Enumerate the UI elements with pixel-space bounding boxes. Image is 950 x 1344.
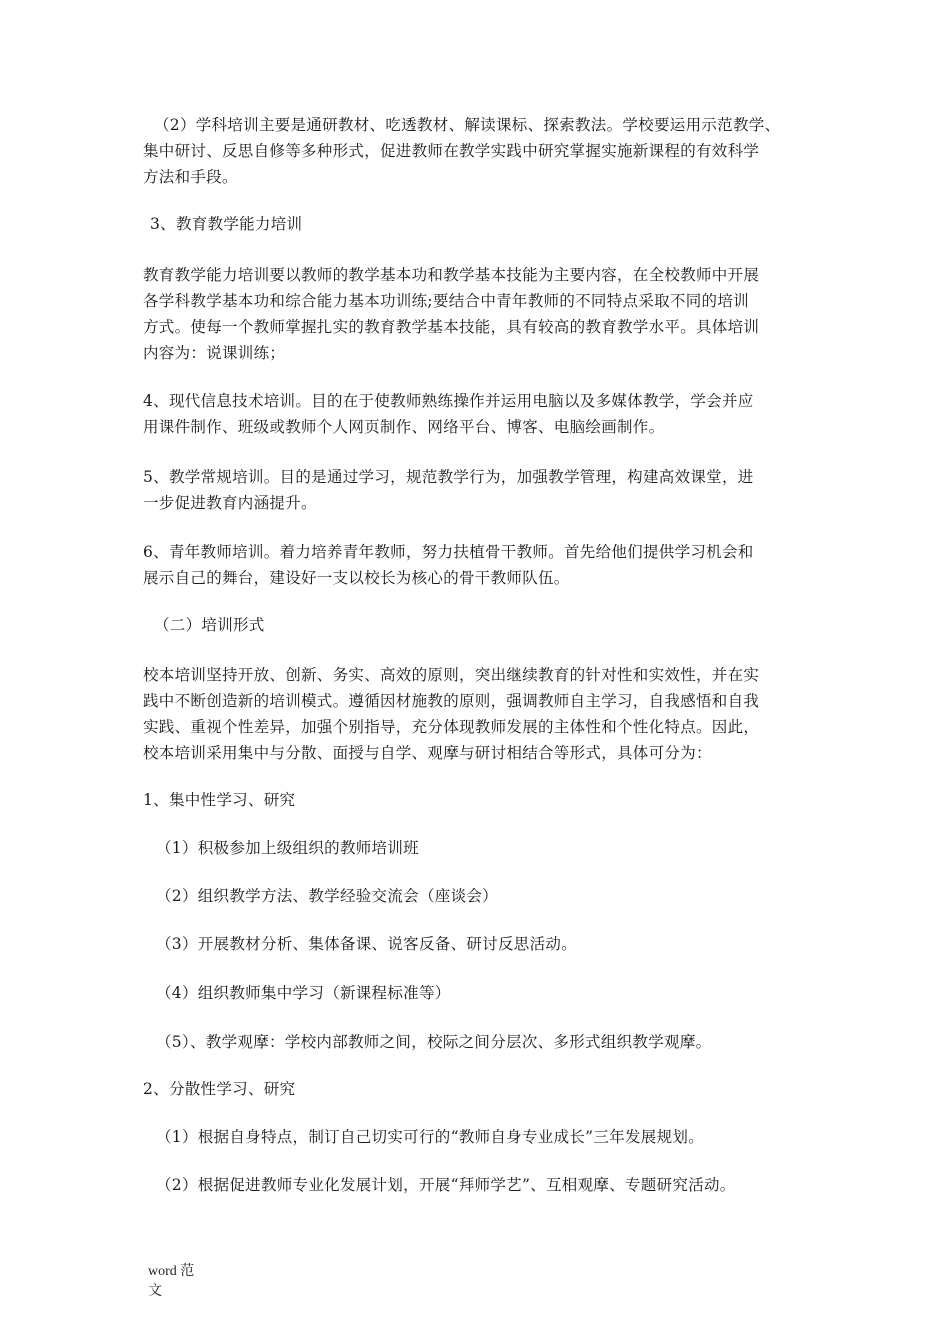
paragraph-line: 一步促进教育内涵提升。 [143,494,317,512]
list-item: （1）根据自身特点，制订自己切实可行的“教师自身专业成长”三年发展规划。 [156,1128,705,1146]
paragraph-line: 方式。使每一个教师掌握扎实的教育教学基本技能，具有较高的教育教学水平。具体培训 [143,318,760,336]
paragraph-line: 实践、重视个性差异，加强个别指导，充分体现教师发展的主体性和个性化特点。因此， [143,718,760,736]
paragraph-line: 5、教学常规培训。目的是通过学习，规范教学行为，加强教学管理，构建高效课堂，进 [143,468,754,486]
list-item: （1）积极参加上级组织的教师培训班 [156,839,419,857]
list-item: （2）组织教学方法、教学经验交流会（座谈会） [156,887,498,905]
page-footer [148,1262,208,1302]
paragraph-line: 校本培训采用集中与分散、面授与自学、观摩与研讨相结合等形式，具体可分为： [143,744,712,762]
paragraph-line: 4、现代信息技术培训。目的在于使教师熟练操作并运用电脑以及多媒体教学，学会并应 [143,392,754,410]
paragraph-line: 内容为：说课训练； [143,344,286,362]
list-item: （3）开展教材分析、集体备课、说客反备、研讨反思活动。 [156,935,577,953]
footer-line: word 范 [148,1264,195,1279]
section-heading: （二）培训形式 [154,616,265,634]
paragraph-line: 用课件制作、班级或教师个人网页制作、网络平台、博客、电脑绘画制作。 [143,418,665,436]
paragraph-line: 校本培训坚持开放、创新、务实、高效的原则，突出继续教育的针对性和实效性，并在实 [143,666,760,684]
list-item: （2）根据促进教师专业化发展计划，开展“拜师学艺”、互相观摩、专题研究活动。 [156,1176,736,1194]
paragraph-line: 践中不断创造新的培训模式。遵循因材施教的原则，强调教师自主学习，自我感悟和自我 [143,692,760,710]
paragraph-line: 教育教学能力培训要以教师的教学基本功和教学基本技能为主要内容，在全校教师中开展 [143,266,760,284]
list-item: （4）组织教师集中学习（新课程标准等） [156,984,451,1002]
section-heading: 1、集中性学习、研究 [143,791,296,809]
section-heading: 3、教育教学能力培训 [150,215,303,233]
paragraph-line: 展示自己的舞台，建设好一支以校长为核心的骨干教师队伍。 [143,569,570,587]
paragraph-line: （2）学科培训主要是通研教材、吃透教材、解读课标、探索教法。学校要运用示范教学、 [154,116,781,134]
paragraph-line: 方法和手段。 [143,168,238,186]
paragraph-line: 各学科教学基本功和综合能力基本功训练;要结合中青年教师的不同特点采取不同的培训 [143,292,749,310]
section-heading: 2、分散性学习、研究 [143,1080,296,1098]
footer-line: 文 [148,1284,162,1299]
list-item: （5）、教学观摩：学校内部教师之间，校际之间分层次、多形式组织教学观摩。 [156,1033,712,1051]
paragraph-line: 集中研讨、反思自修等多种形式，促进教师在教学实践中研究掌握实施新课程的有效科学 [143,142,760,160]
paragraph-line: 6、青年教师培训。着力培养青年教师，努力扶植骨干教师。首先给他们提供学习机会和 [143,543,754,561]
